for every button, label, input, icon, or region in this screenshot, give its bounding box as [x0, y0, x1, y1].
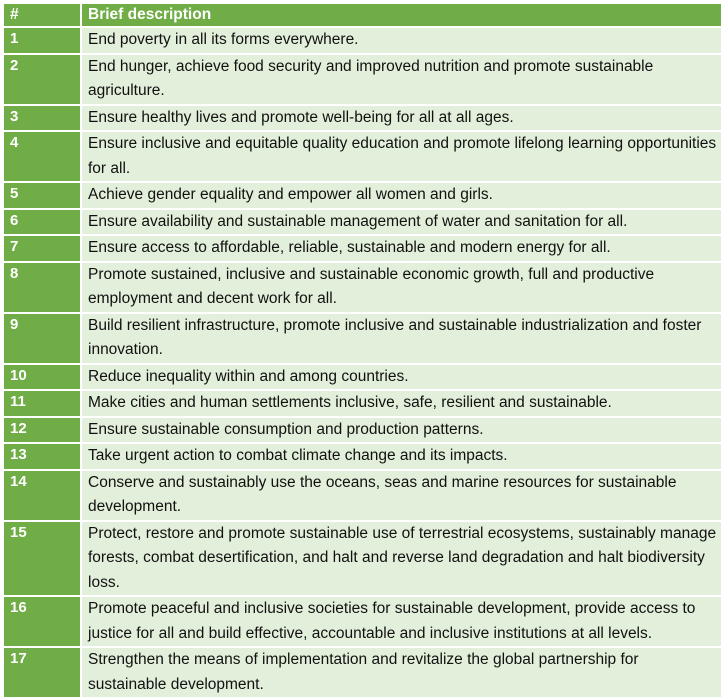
goal-description: Ensure availability and sustainable management of water and sanitation for all.	[82, 210, 721, 235]
table-row	[4, 26, 721, 53]
goal-number: 3	[4, 106, 82, 131]
goal-description: Ensure inclusive and equitable quality education and promote lifelong learning opportunities for all.	[82, 132, 721, 181]
table-row	[4, 442, 721, 469]
goal-number: 8	[4, 263, 82, 312]
goal-description: Ensure access to affordable, reliable, sustainable and modern energy for all.	[82, 236, 721, 261]
table-row	[4, 595, 721, 646]
goal-number: 10	[4, 365, 82, 390]
goal-number: 15	[4, 522, 82, 596]
sdg-table	[4, 4, 721, 697]
table-row	[4, 104, 721, 131]
table-body	[4, 26, 721, 697]
goal-description: Achieve gender equality and empower all women and girls.	[82, 183, 721, 208]
table-row	[4, 416, 721, 443]
goal-description: Promote sustained, inclusive and sustainable economic growth, full and productive employment and decent work for all.	[82, 263, 721, 312]
goal-description: Protect, restore and promote sustainable use of terrestrial ecosystems, sustainably manage forests, combat desertification, and halt and reverse land degradation and halt biodiversity loss.	[82, 522, 721, 596]
goal-number: 9	[4, 314, 82, 363]
goal-number: 14	[4, 471, 82, 520]
goal-number: 13	[4, 444, 82, 469]
goal-description: Ensure sustainable consumption and production patterns.	[82, 418, 721, 443]
table-row	[4, 646, 721, 697]
goal-number: 2	[4, 55, 82, 104]
table-row	[4, 363, 721, 390]
goal-description: Strengthen the means of implementation and revitalize the global partnership for sustainable development.	[82, 648, 721, 697]
table-row	[4, 130, 721, 181]
table-row	[4, 469, 721, 520]
table-row	[4, 520, 721, 596]
goal-description: End hunger, achieve food security and improved nutrition and promote sustainable agriculture.	[82, 55, 721, 104]
table-row	[4, 53, 721, 104]
header-description: Brief description	[82, 4, 721, 26]
goal-number: 1	[4, 28, 82, 53]
header-number: #	[4, 4, 82, 26]
goal-description: End poverty in all its forms everywhere.	[82, 28, 721, 53]
goal-number: 17	[4, 648, 82, 697]
goal-number: 7	[4, 236, 82, 261]
goal-number: 4	[4, 132, 82, 181]
goal-number: 16	[4, 597, 82, 646]
goal-number: 12	[4, 418, 82, 443]
goal-description: Take urgent action to combat climate change and its impacts.	[82, 444, 721, 469]
table-row	[4, 261, 721, 312]
goal-description: Reduce inequality within and among countries.	[82, 365, 721, 390]
goal-description: Build resilient infrastructure, promote inclusive and sustainable industrialization and foster innovation.	[82, 314, 721, 363]
goal-number: 5	[4, 183, 82, 208]
goal-description: Conserve and sustainably use the oceans, seas and marine resources for sustainable development.	[82, 471, 721, 520]
table-row	[4, 181, 721, 208]
table-row	[4, 312, 721, 363]
table-row	[4, 234, 721, 261]
table-row	[4, 208, 721, 235]
table-header	[4, 4, 721, 26]
table-row	[4, 389, 721, 416]
goal-description: Make cities and human settlements inclusive, safe, resilient and sustainable.	[82, 391, 721, 416]
goal-description: Promote peaceful and inclusive societies for sustainable development, provide access to justice for all and build effective, accountable and inclusive institutions at all levels.	[82, 597, 721, 646]
goal-number: 6	[4, 210, 82, 235]
goal-number: 11	[4, 391, 82, 416]
goal-description: Ensure healthy lives and promote well-being for all at all ages.	[82, 106, 721, 131]
